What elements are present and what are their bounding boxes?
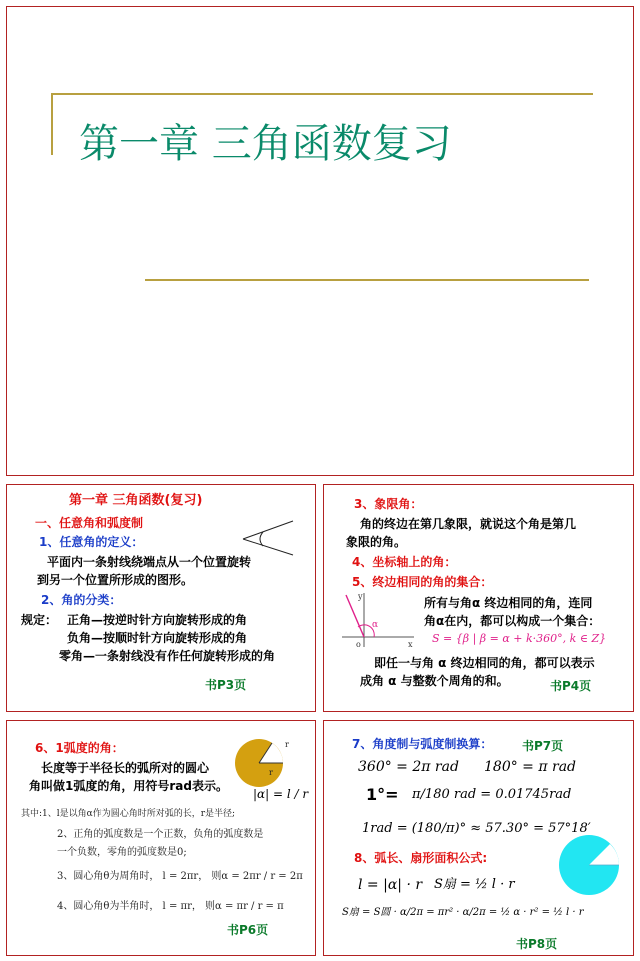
radian-circle-icon [233,733,295,793]
classification-prefix: 规定： [21,613,58,627]
quadrant-line-1: 角的终边在第几象限，就说这个角是第几 [360,517,577,531]
radius-label-2: r [269,768,273,777]
title-bottom-rule [145,279,589,281]
section-arc-area: 8、弧长、扇形面积公式: [354,851,488,865]
section-arbitrary-angle: 一、任意角和弧度制 [35,516,144,530]
note-2: 2、正角的弧度数是一个正数，负角的弧度数是 [57,829,264,840]
slide2-heading: 第一章 三角函数(复习) [69,493,203,508]
meaning-line-1: 即任一与角 α 终边相同的角，都可以表示 [374,656,595,670]
title-left-rule [51,93,53,155]
slide-quadrant-angles [323,484,634,712]
coterminal-set-formula: S = {β | β = α + k·360°, k ∈ Z} [432,632,607,645]
page-reference: 书P6页 [227,923,269,937]
classification-negative: 负角—按顺时针方向旋转形成的角 [67,631,248,645]
definition-line-1: 平面内一条射线绕端点从一个位置旋转 [47,555,252,569]
formula-sector-area-1: S扇 = ½ l · r [434,877,515,892]
page-reference-7: 书P7页 [522,739,564,753]
page-reference: 书P3页 [205,678,247,692]
axis-y-label: y [358,592,363,601]
formula-sector-area-2: S扇 = S圆 · α/2π = πr² · α/2π = ½ α · r² = ½ l · r [342,907,584,918]
note-3: 一个负数，零角的弧度数是0; [57,847,187,858]
formula-radian: 1rad = (180/π)° ≈ 57.30° = 57°18′ [362,821,591,836]
slide-arbitrary-angle [6,484,316,712]
alpha-label: α [372,620,379,630]
slide-radian [6,720,316,956]
page-reference-8: 书P8页 [516,937,558,951]
section-quadrant: 3、象限角： [354,497,423,511]
radian-definition-1: 长度等于半径长的弧所对的圆心 [41,761,210,775]
classification-positive: 正角—按逆时针方向旋转形成的角 [67,613,248,627]
note-5: 4、圆心角θ为半角时， l = πr， 则α = πr / r = π [57,901,284,912]
formula-180: 180° = π rad [484,759,577,775]
coterminal-line-2: 角α在内，都可以构成一个集合： [424,614,601,628]
coterminal-line-1: 所有与角α 终边相同的角，连同 [424,596,593,610]
slide-conversion [323,720,634,956]
formula-degree-lhs: 1°= [366,785,399,804]
formula-degree: π/180 rad = 0.01745rad [412,787,572,802]
title-top-rule [51,93,593,95]
axis-origin-label: o [356,640,361,649]
section-axis-angles: 4、坐标轴上的角： [352,555,457,569]
title-slide [6,6,634,476]
note-4: 3、圆心角θ为周角时， l = 2πr， 则α = 2πr / r = 2π [57,871,303,882]
formula-360: 360° = 2π rad [358,759,459,775]
page-title: 第一章 三角函数复习 [79,121,452,167]
subsection-definition: 1、任意角的定义： [39,535,144,549]
radian-formula: |α| = l / r [253,787,309,801]
axis-x-label: x [408,640,413,649]
section-coterminal: 5、终边相同的角的集合： [352,575,493,589]
angle-sketch-icon [241,519,297,557]
meaning-line-2: 成角 α 与整数个周角的和。 [360,674,509,688]
formula-arc-length: l = |α| · r [358,877,423,893]
cyan-circle-icon [554,833,624,897]
subsection-classification: 2、角的分类： [41,593,122,607]
definition-line-2: 到另一个位置所形成的图形。 [37,573,194,587]
note-1: 其中:1、l是以角α作为圆心角时所对弧的长，r是半径; [21,809,236,819]
section-radian: 6、1弧度的角： [35,741,124,755]
section-conversion: 7、角度制与弧度制换算： [352,737,493,751]
quadrant-line-2: 象限的角。 [346,535,407,549]
radius-label-1: r [285,740,289,749]
classification-zero: 零角—一条射线没有作任何旋转形成的角 [59,649,276,663]
page-reference: 书P4页 [550,679,592,693]
radian-definition-2: 角叫做1弧度的角，用符号rad表示。 [29,779,228,793]
coordinate-diagram [338,589,418,649]
